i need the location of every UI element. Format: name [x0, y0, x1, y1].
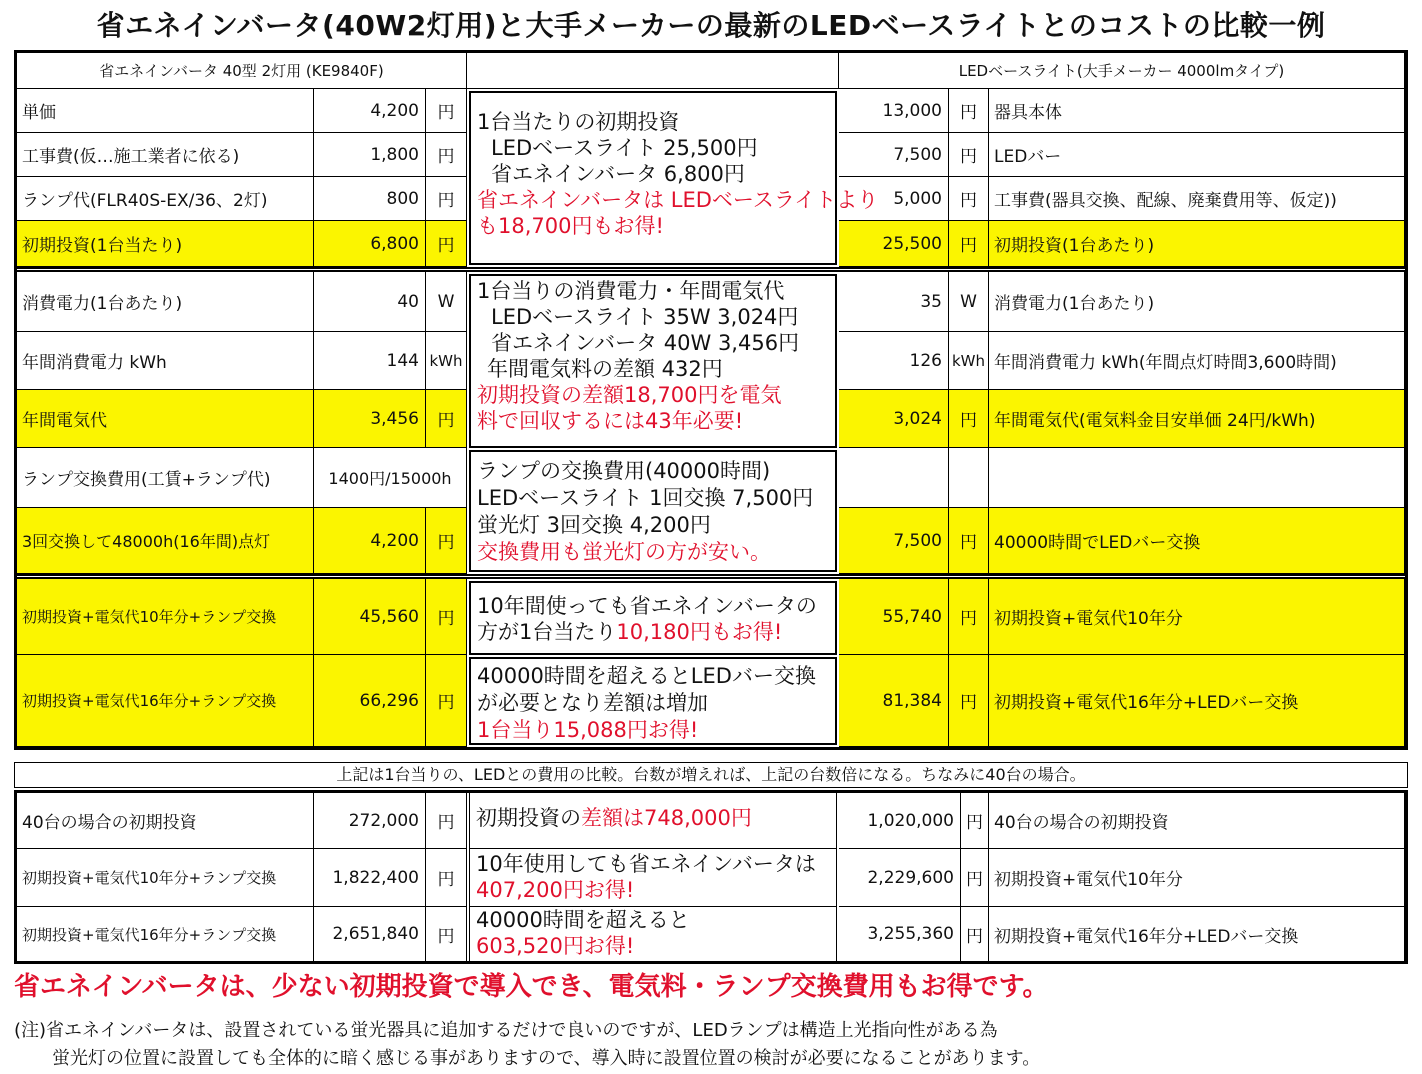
s3-right-value: 55,740 — [839, 579, 949, 655]
s1-left-total-label: 初期投資(1台当たり) — [17, 221, 314, 267]
s3a-mid-line: 10年間使っても省エネインバータの — [477, 594, 817, 618]
s2-right-label: 消費電力(1台あたり) — [989, 272, 1405, 332]
s1-right-unit: 円 — [949, 133, 989, 177]
s1-right-value: 5,000 — [839, 177, 949, 221]
s2a-mid-line: 1台当りの消費電力・年間電気代 — [477, 279, 785, 303]
s2-left-value: 40 — [314, 272, 426, 332]
s2-left-unit: kWh — [426, 332, 467, 390]
s2a-mid-line: 省エネインバータ 40W 3,456円 — [491, 331, 800, 355]
s3-middle-box-a — [469, 581, 837, 655]
s4-right-value: 1,020,000 — [839, 793, 961, 849]
s4-mid-text: 初期投資の — [476, 806, 581, 830]
s2-right-unit: 円 — [949, 508, 989, 574]
s4-right-value: 3,255,360 — [839, 907, 961, 961]
s4-left-label: 40台の場合の初期投資 — [17, 793, 314, 849]
s2-right-unit: kWh — [949, 332, 989, 390]
s2-left-label: ランプ交換費用(工賃+ランプ代) — [17, 448, 314, 508]
s2-right-value: 7,500 — [839, 508, 949, 574]
comparison-table — [14, 50, 1408, 750]
s1-right-label: LEDバー — [989, 133, 1405, 177]
s4-right-unit: 円 — [961, 849, 989, 907]
s4-left-value: 1,822,400 — [314, 849, 426, 907]
s3-left-value: 66,296 — [314, 655, 426, 747]
s2-left-unit: 円 — [426, 390, 467, 448]
s1-right-value: 13,000 — [839, 89, 949, 133]
s2-right-label — [989, 448, 1405, 508]
s3b-mid-line: 40000時間を超えるとLEDバー交換 — [477, 664, 816, 688]
s1-mid-line: 1台当たりの初期投資 — [477, 110, 680, 134]
s1-left-unit: 円 — [426, 89, 467, 133]
s2-middle-box-b — [469, 450, 837, 572]
s4-mid-line-red: 603,520円お得! — [476, 934, 635, 958]
s2b-mid-line: ランプの交換費用(40000時間) — [477, 459, 771, 483]
s1-right-value: 7,500 — [839, 133, 949, 177]
s1-right-label: 器具本体 — [989, 89, 1405, 133]
s2-right-label: 40000時間でLEDバー交換 — [989, 508, 1405, 574]
s2-right-label: 年間消費電力 kWh(年間点灯時間3,600時間) — [989, 332, 1405, 390]
s1-mid-line: LEDベースライト 25,500円 — [491, 136, 758, 160]
s3-right-value: 81,384 — [839, 655, 949, 747]
right-header: LEDベースライト(大手メーカー 4000lmタイプ) — [839, 53, 1405, 89]
s4-right-unit: 円 — [961, 793, 989, 849]
s4-left-label: 初期投資+電気代10年分+ランプ交換 — [17, 849, 314, 907]
s2-right-value — [839, 448, 949, 508]
s2-right-value: 3,024 — [839, 390, 949, 448]
s4-left-value: 272,000 — [314, 793, 426, 849]
s3-left-value: 45,560 — [314, 579, 426, 655]
s2-middle-box-a — [469, 274, 837, 448]
s4-right-value: 2,229,600 — [839, 849, 961, 907]
page-title: 省エネインバータ(40W2灯用)と大手メーカーの最新のLEDベースライトとのコストの比較一例 — [96, 9, 1326, 42]
s4-mid-line: 40000時間を超えると — [476, 908, 690, 932]
s2-left-value: 144 — [314, 332, 426, 390]
s4-mid-line-red: 407,200円お得! — [476, 878, 635, 902]
s1-right-total-value: 25,500 — [839, 221, 949, 267]
s3-right-unit: 円 — [949, 655, 989, 747]
s2a-mid-line-red: 初期投資の差額18,700円を電気 — [477, 383, 782, 407]
s3a-mid-text-red: 10,180円もお得! — [616, 620, 783, 644]
s1-right-total-label: 初期投資(1台あたり) — [989, 221, 1405, 267]
s2a-mid-line: LEDベースライト 35W 3,024円 — [491, 305, 799, 329]
s4-left-label: 初期投資+電気代16年分+ランプ交換 — [17, 907, 314, 961]
s2-right-unit: W — [949, 272, 989, 332]
s1-right-unit: 円 — [949, 89, 989, 133]
footer-note-1: (注)省エネインバータは、設置されている蛍光器具に追加するだけで良いのですが、LEDランプは構造上光指向性がある為 — [14, 1020, 998, 1041]
s3-right-label: 初期投資+電気代10年分 — [989, 579, 1405, 655]
note-line: 上記は1台当りの、LEDとの費用の比較。台数が増えれば、上記の台数倍になる。ちなみに40台の場合。 — [14, 762, 1408, 788]
forty-units-table — [14, 790, 1408, 964]
s4-mid-line: 10年使用しても省エネインバータは — [476, 852, 816, 876]
s2b-mid-line: 蛍光灯 3回交換 4,200円 — [477, 513, 711, 537]
s4-left-unit: 円 — [426, 907, 467, 961]
s2-left-value: 1400円/15000h — [314, 448, 467, 508]
s1-left-total-value: 6,800 — [314, 221, 426, 267]
s4-right-label: 初期投資+電気代16年分+LEDバー交換 — [989, 907, 1405, 961]
s3b-mid-line-red: 1台当り15,088円お得! — [477, 718, 699, 742]
s2b-mid-line: LEDベースライト 1回交換 7,500円 — [477, 486, 814, 510]
s1-left-value: 1,800 — [314, 133, 426, 177]
s2-right-unit — [949, 448, 989, 508]
s2-left-label: 年間消費電力 kWh — [17, 332, 314, 390]
s1-middle-box — [469, 91, 879, 265]
s1-left-value: 800 — [314, 177, 426, 221]
s2-left-label: 年間電気代 — [17, 390, 314, 448]
footer-headline: 省エネインバータは、少ない初期投資で導入でき、電気料・ランプ交換費用もお得です。 — [14, 972, 1049, 1002]
s1-mid-line: 省エネインバータ 6,800円 — [491, 162, 745, 186]
s2-right-unit: 円 — [949, 390, 989, 448]
s4-mid-text-red: 差額は748,000円 — [581, 806, 752, 830]
s1-left-label: 単価 — [17, 89, 314, 133]
s2-left-label: 消費電力(1台あたり) — [17, 272, 314, 332]
s4-left-unit: 円 — [426, 793, 467, 849]
s1-mid-line-red: 省エネインバータは LEDベースライトより — [477, 188, 879, 212]
s4-mid-line — [476, 805, 830, 831]
header-spacer — [467, 53, 839, 89]
s3a-mid-line — [477, 619, 829, 645]
s4-right-label: 40台の場合の初期投資 — [989, 793, 1405, 849]
s1-mid-line-red: も18,700円もお得! — [477, 214, 664, 238]
s4-middle-box — [469, 849, 837, 907]
s1-right-total-unit: 円 — [949, 221, 989, 267]
s4-middle-box — [469, 907, 837, 961]
s4-right-unit: 円 — [961, 907, 989, 961]
s4-middle-box — [469, 793, 837, 849]
s3-left-label: 初期投資+電気代10年分+ランプ交換 — [17, 579, 314, 655]
footer-note-2: 蛍光灯の位置に設置しても全体的に暗く感じる事がありますので、導入時に設置位置の検討が必要になることがあります。 — [52, 1048, 1041, 1069]
s3-left-unit: 円 — [426, 655, 467, 747]
s2a-mid-line: 年間電気料の差額 432円 — [487, 357, 723, 381]
s3-right-unit: 円 — [949, 579, 989, 655]
s2-left-value: 3,456 — [314, 390, 426, 448]
s1-left-label: 工事費(仮…施工業者に依る) — [17, 133, 314, 177]
s3b-mid-line: が必要となり差額は増加 — [477, 691, 708, 715]
s4-left-unit: 円 — [426, 849, 467, 907]
s1-left-unit: 円 — [426, 133, 467, 177]
s3a-mid-text: 方が1台当たり — [477, 620, 617, 644]
s1-left-value: 4,200 — [314, 89, 426, 133]
s3-left-unit: 円 — [426, 579, 467, 655]
s2-right-value: 126 — [839, 332, 949, 390]
s2-left-label: 3回交換して48000h(16年間)点灯 — [17, 508, 314, 574]
s2-left-unit: W — [426, 272, 467, 332]
left-header: 省エネインバータ 40型 2灯用 (KE9840F) — [17, 53, 467, 89]
s1-right-unit: 円 — [949, 177, 989, 221]
s2a-mid-line-red: 料で回収するには43年必要! — [477, 409, 744, 433]
s4-right-label: 初期投資+電気代10年分 — [989, 849, 1405, 907]
s3-left-label: 初期投資+電気代16年分+ランプ交換 — [17, 655, 314, 747]
s1-left-label: ランプ代(FLR40S-EX/36、2灯) — [17, 177, 314, 221]
s1-left-unit: 円 — [426, 177, 467, 221]
s2-left-value: 4,200 — [314, 508, 426, 574]
s3-middle-box-b — [469, 657, 837, 745]
s2b-mid-line-red: 交換費用も蛍光灯の方が安い。 — [477, 540, 771, 564]
s2-right-label: 年間電気代(電気料金目安単価 24円/kWh) — [989, 390, 1405, 448]
s1-right-label: 工事費(器具交換、配線、廃棄費用等、仮定)) — [989, 177, 1405, 221]
s4-left-value: 2,651,840 — [314, 907, 426, 961]
s1-left-total-unit: 円 — [426, 221, 467, 267]
s3-right-label: 初期投資+電気代16年分+LEDバー交換 — [989, 655, 1405, 747]
s2-right-value: 35 — [839, 272, 949, 332]
s2-left-unit: 円 — [426, 508, 467, 574]
